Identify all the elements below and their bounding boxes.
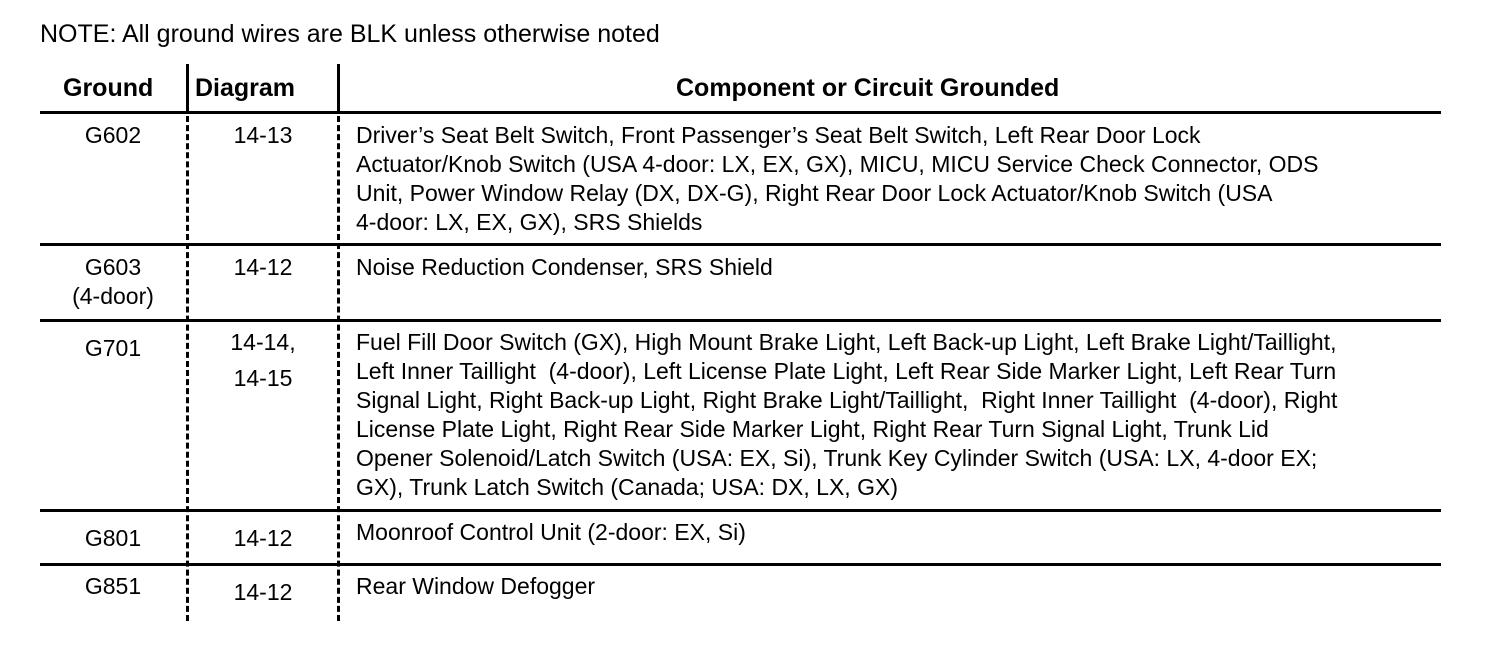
component-line: Moonroof Control Unit (2-door: EX, Si) [356,519,746,545]
ground-cell: G701 [84,335,142,361]
component-cell [356,328,1337,502]
header-rule [40,111,1441,114]
ground-cell: G602 [84,122,142,148]
component-line: Unit, Power Window Relay (DX, DX-G), Right Rear Door Lock Actuator/Knob Switch (USA [356,180,1273,206]
header-ground: Ground [63,74,154,102]
diagram-cell: 14-12 [233,525,293,551]
component-line: Noise Reduction Condenser, SRS Shield [356,254,773,280]
column-divider-2 [337,116,340,621]
component-cell [356,572,595,601]
diagram-cell-second: 14-15 [233,365,293,391]
component-line: 4-door: LX, EX, GX), SRS Shields [356,209,703,235]
row-rule-4 [40,563,1441,566]
component-line: Rear Window Defogger [356,573,596,599]
component-cell [356,253,773,282]
ground-cell: G801 [84,525,142,551]
diagram-cell: 14-13 [233,122,293,148]
note-text: NOTE: All ground wires are BLK unless otherwise noted [40,20,660,48]
ground-cell: G603 [84,254,142,280]
diagram-cell: 14-12 [233,254,293,280]
header-diagram: Diagram [195,74,296,102]
component-line: Left Inner Taillight (4-door), Left License Plate Light, Left Rear Side Marker Light, Left Rear Turn [356,358,1337,384]
row-rule-2 [40,319,1441,322]
row-rule-3 [40,509,1441,512]
header-component: Component or Circuit Grounded [676,74,1060,102]
ground-note: (4-door) [72,283,154,309]
component-line: GX), Trunk Latch Switch (Canada; USA: DX, LX, GX) [356,474,898,500]
component-line: Driver’s Seat Belt Switch, Front Passenger’s Seat Belt Switch, Left Rear Door Lock [356,122,1201,148]
row-rule-1 [40,243,1441,246]
header-divider-2 [337,64,340,112]
diagram-cell: 14-14, [230,329,296,355]
component-line: Opener Solenoid/Latch Switch (USA: EX, Si), Trunk Key Cylinder Switch (USA: LX, 4-door EX; [356,445,1318,471]
component-line: Signal Light, Right Back-up Light, Right Brake Light/Taillight, Right Inner Taillight (4-door), Right [356,387,1338,413]
ground-cell: G851 [84,573,142,599]
diagram-cell: 14-12 [233,579,293,605]
component-cell [356,121,1319,237]
header-divider-1 [186,64,189,112]
component-line: License Plate Light, Right Rear Side Marker Light, Right Rear Turn Signal Light, Trunk Lid [356,416,1269,442]
component-line: Fuel Fill Door Switch (GX), High Mount Brake Light, Left Back-up Light, Left Brake Light/Taillight, [356,329,1337,355]
component-line: Actuator/Knob Switch (USA 4-door: LX, EX, GX), MICU, MICU Service Check Connector, ODS [356,151,1319,177]
component-cell [356,518,746,547]
